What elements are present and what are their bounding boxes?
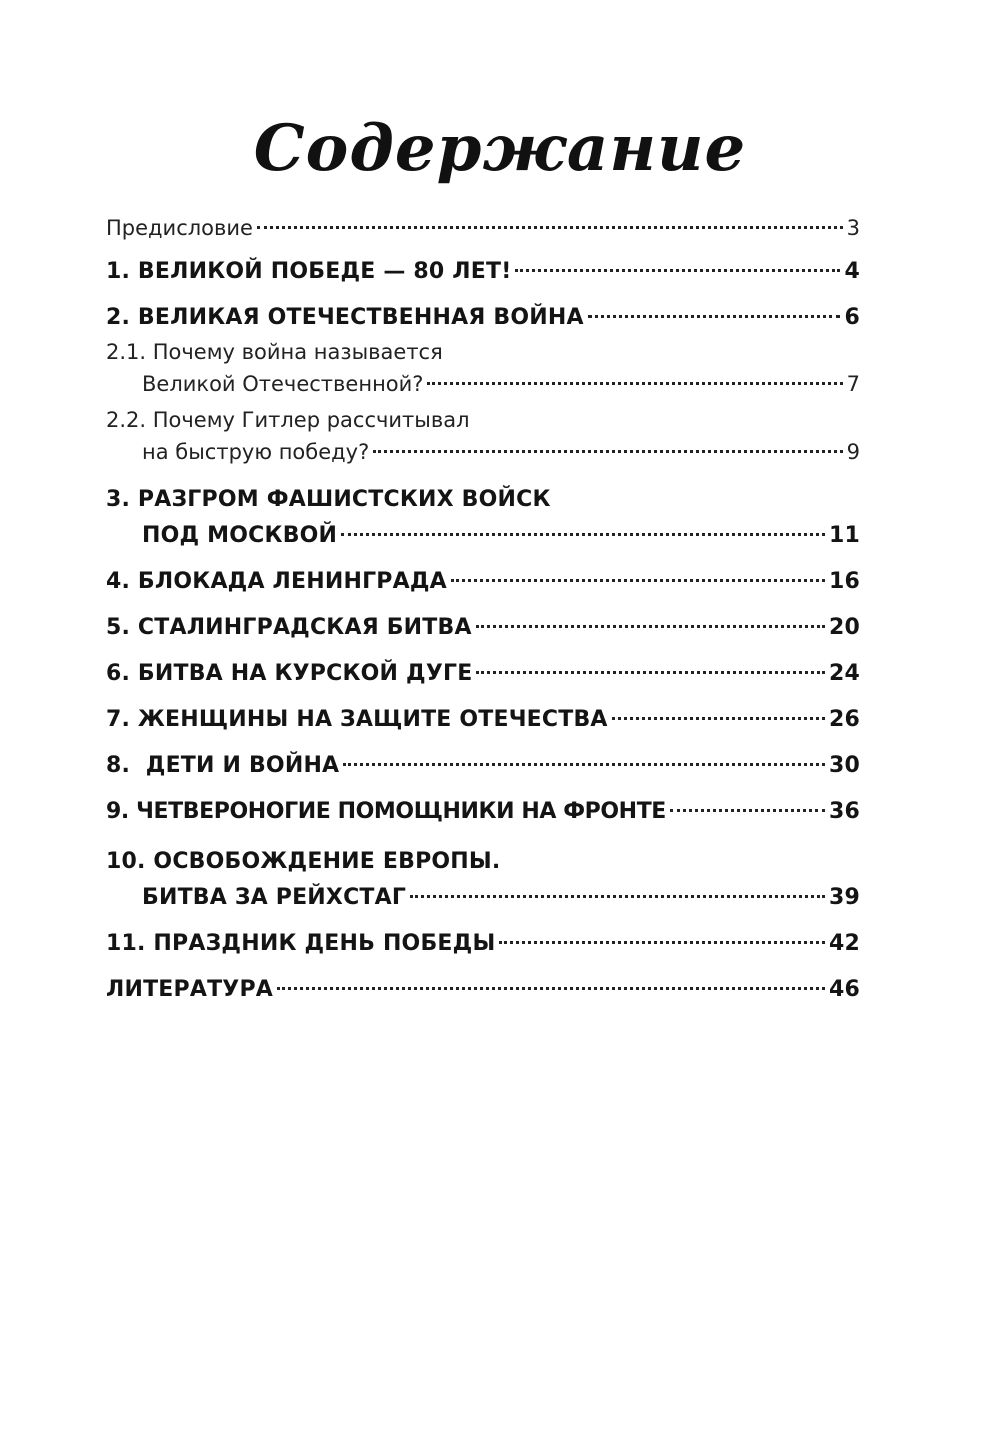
toc-entry-label: 1. ВЕЛИКОЙ ПОБЕДЕ — 80 ЛЕТ!	[106, 259, 512, 284]
toc-page-number: 39	[828, 885, 860, 910]
toc-entry-chapter-8[interactable]	[106, 748, 860, 784]
toc-page-number: 6	[844, 305, 860, 330]
toc-page-number: 9	[846, 440, 860, 464]
toc-entry-section-2-1[interactable]	[106, 336, 860, 400]
toc-entry-label: Предисловие	[106, 216, 253, 240]
dot-leader	[612, 717, 825, 720]
toc-page-number: 30	[828, 753, 860, 778]
dot-leader	[341, 533, 825, 536]
toc-entry-label-line-1: 2.2. Почему Гитлер рассчитывал	[106, 408, 470, 432]
dot-leader	[588, 315, 841, 318]
dot-leader	[277, 987, 825, 990]
toc-entry-label: 8. ДЕТИ И ВОЙНА	[106, 753, 340, 778]
toc-entry-chapter-11[interactable]	[106, 926, 860, 962]
dot-leader	[427, 382, 842, 385]
toc-entry-label: 5. СТАЛИНГРАДСКАЯ БИТВА	[106, 615, 472, 640]
dot-leader	[515, 269, 840, 272]
toc-page-number: 36	[828, 799, 860, 824]
toc-entry-preface[interactable]	[106, 212, 860, 244]
toc-page-number: 24	[828, 661, 860, 686]
dot-leader	[343, 763, 825, 766]
toc-page-number: 4	[844, 259, 860, 284]
toc-entry-label-line-1: 3. РАЗГРОМ ФАШИСТСКИХ ВОЙСК	[106, 487, 551, 512]
toc-entry-chapter-10[interactable]	[106, 844, 860, 916]
toc-entry-label: 4. БЛОКАДА ЛЕНИНГРАДА	[106, 569, 447, 594]
toc-entry-label: ЛИТЕРАТУРА	[106, 977, 273, 1002]
toc-entry-label: 2. ВЕЛИКАЯ ОТЕЧЕСТВЕННАЯ ВОЙНА	[106, 305, 584, 330]
toc-entry-label-line-2: БИТВА ЗА РЕЙХСТАГ	[142, 885, 407, 910]
dot-leader	[499, 941, 825, 944]
toc-entry-label-line-1: 2.1. Почему война называется	[106, 340, 443, 364]
toc-entry-label-line-2: Великой Отечественной?	[142, 372, 424, 396]
toc-entry-chapter-1[interactable]	[106, 254, 860, 290]
toc-entry-chapter-9[interactable]	[106, 794, 860, 830]
toc-entry-label: 9. ЧЕТВЕРОНОГИЕ ПОМОЩНИКИ НА ФРОНТЕ	[106, 799, 666, 824]
toc-entry-label: 11. ПРАЗДНИК ДЕНЬ ПОБЕДЫ	[106, 931, 496, 956]
toc-entry-chapter-4[interactable]	[106, 564, 860, 600]
toc-entry-chapter-3[interactable]	[106, 482, 860, 554]
toc-entry-chapter-7[interactable]	[106, 702, 860, 738]
toc-page-number: 16	[828, 569, 860, 594]
dot-leader	[476, 625, 825, 628]
toc-entry-label-line-1: 10. ОСВОБОЖДЕНИЕ ЕВРОПЫ.	[106, 849, 501, 874]
toc-page-number: 7	[846, 372, 860, 396]
dot-leader	[410, 895, 825, 898]
toc-page-number: 46	[828, 977, 860, 1002]
toc-page-number: 3	[846, 216, 860, 240]
toc-page-number: 26	[828, 707, 860, 732]
dot-leader	[373, 450, 842, 453]
toc-entry-literature[interactable]	[106, 972, 860, 1008]
dot-leader	[257, 226, 843, 229]
toc-entry-section-2-2[interactable]	[106, 404, 860, 468]
toc-entry-chapter-2[interactable]	[106, 300, 860, 336]
toc-entry-label: 7. ЖЕНЩИНЫ НА ЗАЩИТЕ ОТЕЧЕСТВА	[106, 707, 608, 732]
page-title: Содержание	[253, 111, 747, 186]
toc-entry-label-line-2: на быструю победу?	[142, 440, 370, 464]
dot-leader	[451, 579, 825, 582]
toc-page-number: 20	[828, 615, 860, 640]
dot-leader	[476, 671, 825, 674]
toc-entry-label: 6. БИТВА НА КУРСКОЙ ДУГЕ	[106, 661, 473, 686]
toc-page-number: 42	[828, 931, 860, 956]
dot-leader	[670, 809, 825, 812]
toc-entry-chapter-5[interactable]	[106, 610, 860, 646]
toc-entry-label-line-2: ПОД МОСКВОЙ	[142, 523, 338, 548]
toc-page-number: 11	[828, 523, 860, 548]
table-of-contents	[106, 208, 860, 1008]
toc-entry-chapter-6[interactable]	[106, 656, 860, 692]
